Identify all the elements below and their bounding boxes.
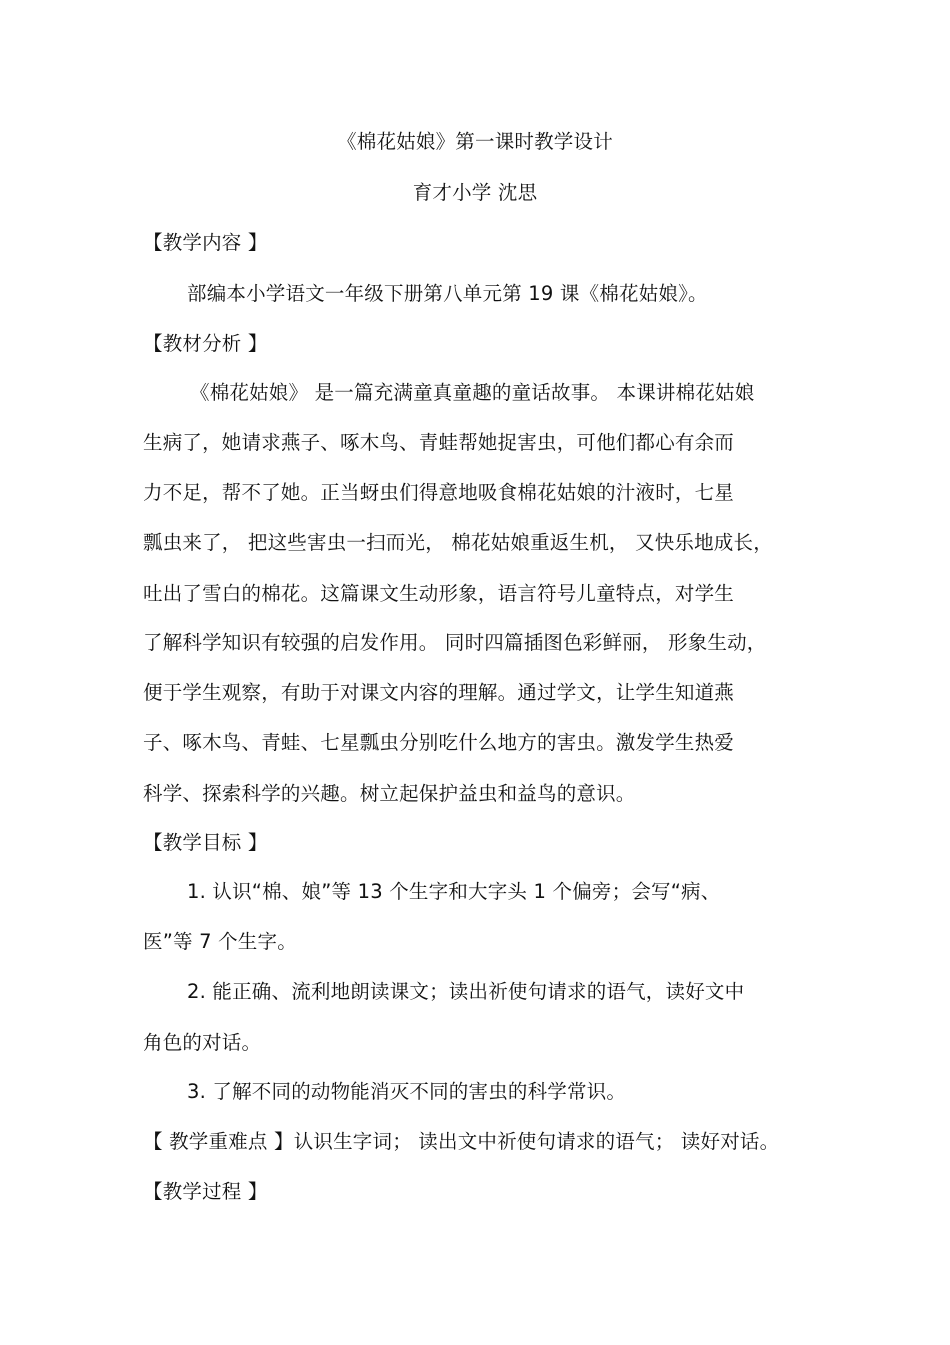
analysis-line: 吐出了雪白的棉花。这篇课文生动形象，语言符号儿童特点，对学生 — [143, 582, 735, 605]
key-difficult-points — [143, 1128, 779, 1156]
heading-key-points: 【 教学重难点 】 — [143, 1130, 294, 1153]
goal-2-line-1: 2. 能正确、流利地朗读课文；读出祈使句请求的语气，读好文中 — [187, 980, 745, 1003]
goal-3: 3. 了解不同的动物能消灭不同的害虫的科学常识。 — [187, 1080, 627, 1103]
analysis-line: 便于学生观察，有助于对课文内容的理解。通过学文，让学生知道燕 — [143, 681, 735, 704]
teaching-content-text: 部编本小学语文一年级下册第八单元第 19 课《棉花姑娘》。 — [187, 282, 708, 305]
analysis-line: 《棉花姑娘》 是一篇充满童真童趣的童话故事。 本课讲棉花姑娘 — [190, 381, 755, 404]
goal-1-line-1: 1. 认识“棉、娘”等 13 个生字和大字头 1 个偏旁；会写“病、 — [187, 880, 721, 903]
goal-2-line-2: 角色的对话。 — [143, 1031, 262, 1054]
heading-teaching-content: 【教学内容 】 — [143, 231, 268, 254]
goal-1-line-2: 医”等 7 个生字。 — [143, 930, 297, 953]
key-points-text: 认识生字词； 读出文中祈使句请求的语气； 读好对话。 — [293, 1130, 780, 1153]
document-title: 《棉花姑娘》第一课时教学设计 — [337, 130, 613, 153]
heading-teaching-goals: 【教学目标 】 — [143, 831, 268, 854]
heading-teaching-process: 【教学过程 】 — [143, 1180, 268, 1203]
analysis-line: 瓢虫来了， 把这些害虫一扫而光， 棉花姑娘重返生机， 又快乐地成长， — [143, 531, 773, 554]
analysis-line: 科学、探索科学的兴趣。树立起保护益虫和益鸟的意识。 — [143, 782, 636, 805]
analysis-line: 了解科学知识有较强的启发作用。 同时四篇插图色彩鲜丽， 形象生动， — [143, 631, 767, 654]
heading-material-analysis: 【教材分析 】 — [143, 332, 268, 355]
document-author: 育才小学 沈思 — [412, 181, 538, 204]
analysis-line: 生病了，她请求燕子、啄木鸟、青蛙帮她捉害虫，可他们都心有余而 — [143, 431, 735, 454]
analysis-line: 子、啄木鸟、青蛙、七星瓢虫分别吃什么地方的害虫。激发学生热爱 — [143, 731, 735, 754]
analysis-line: 力不足，帮不了她。正当蚜虫们得意地吸食棉花姑娘的汁液时，七星 — [143, 481, 735, 504]
